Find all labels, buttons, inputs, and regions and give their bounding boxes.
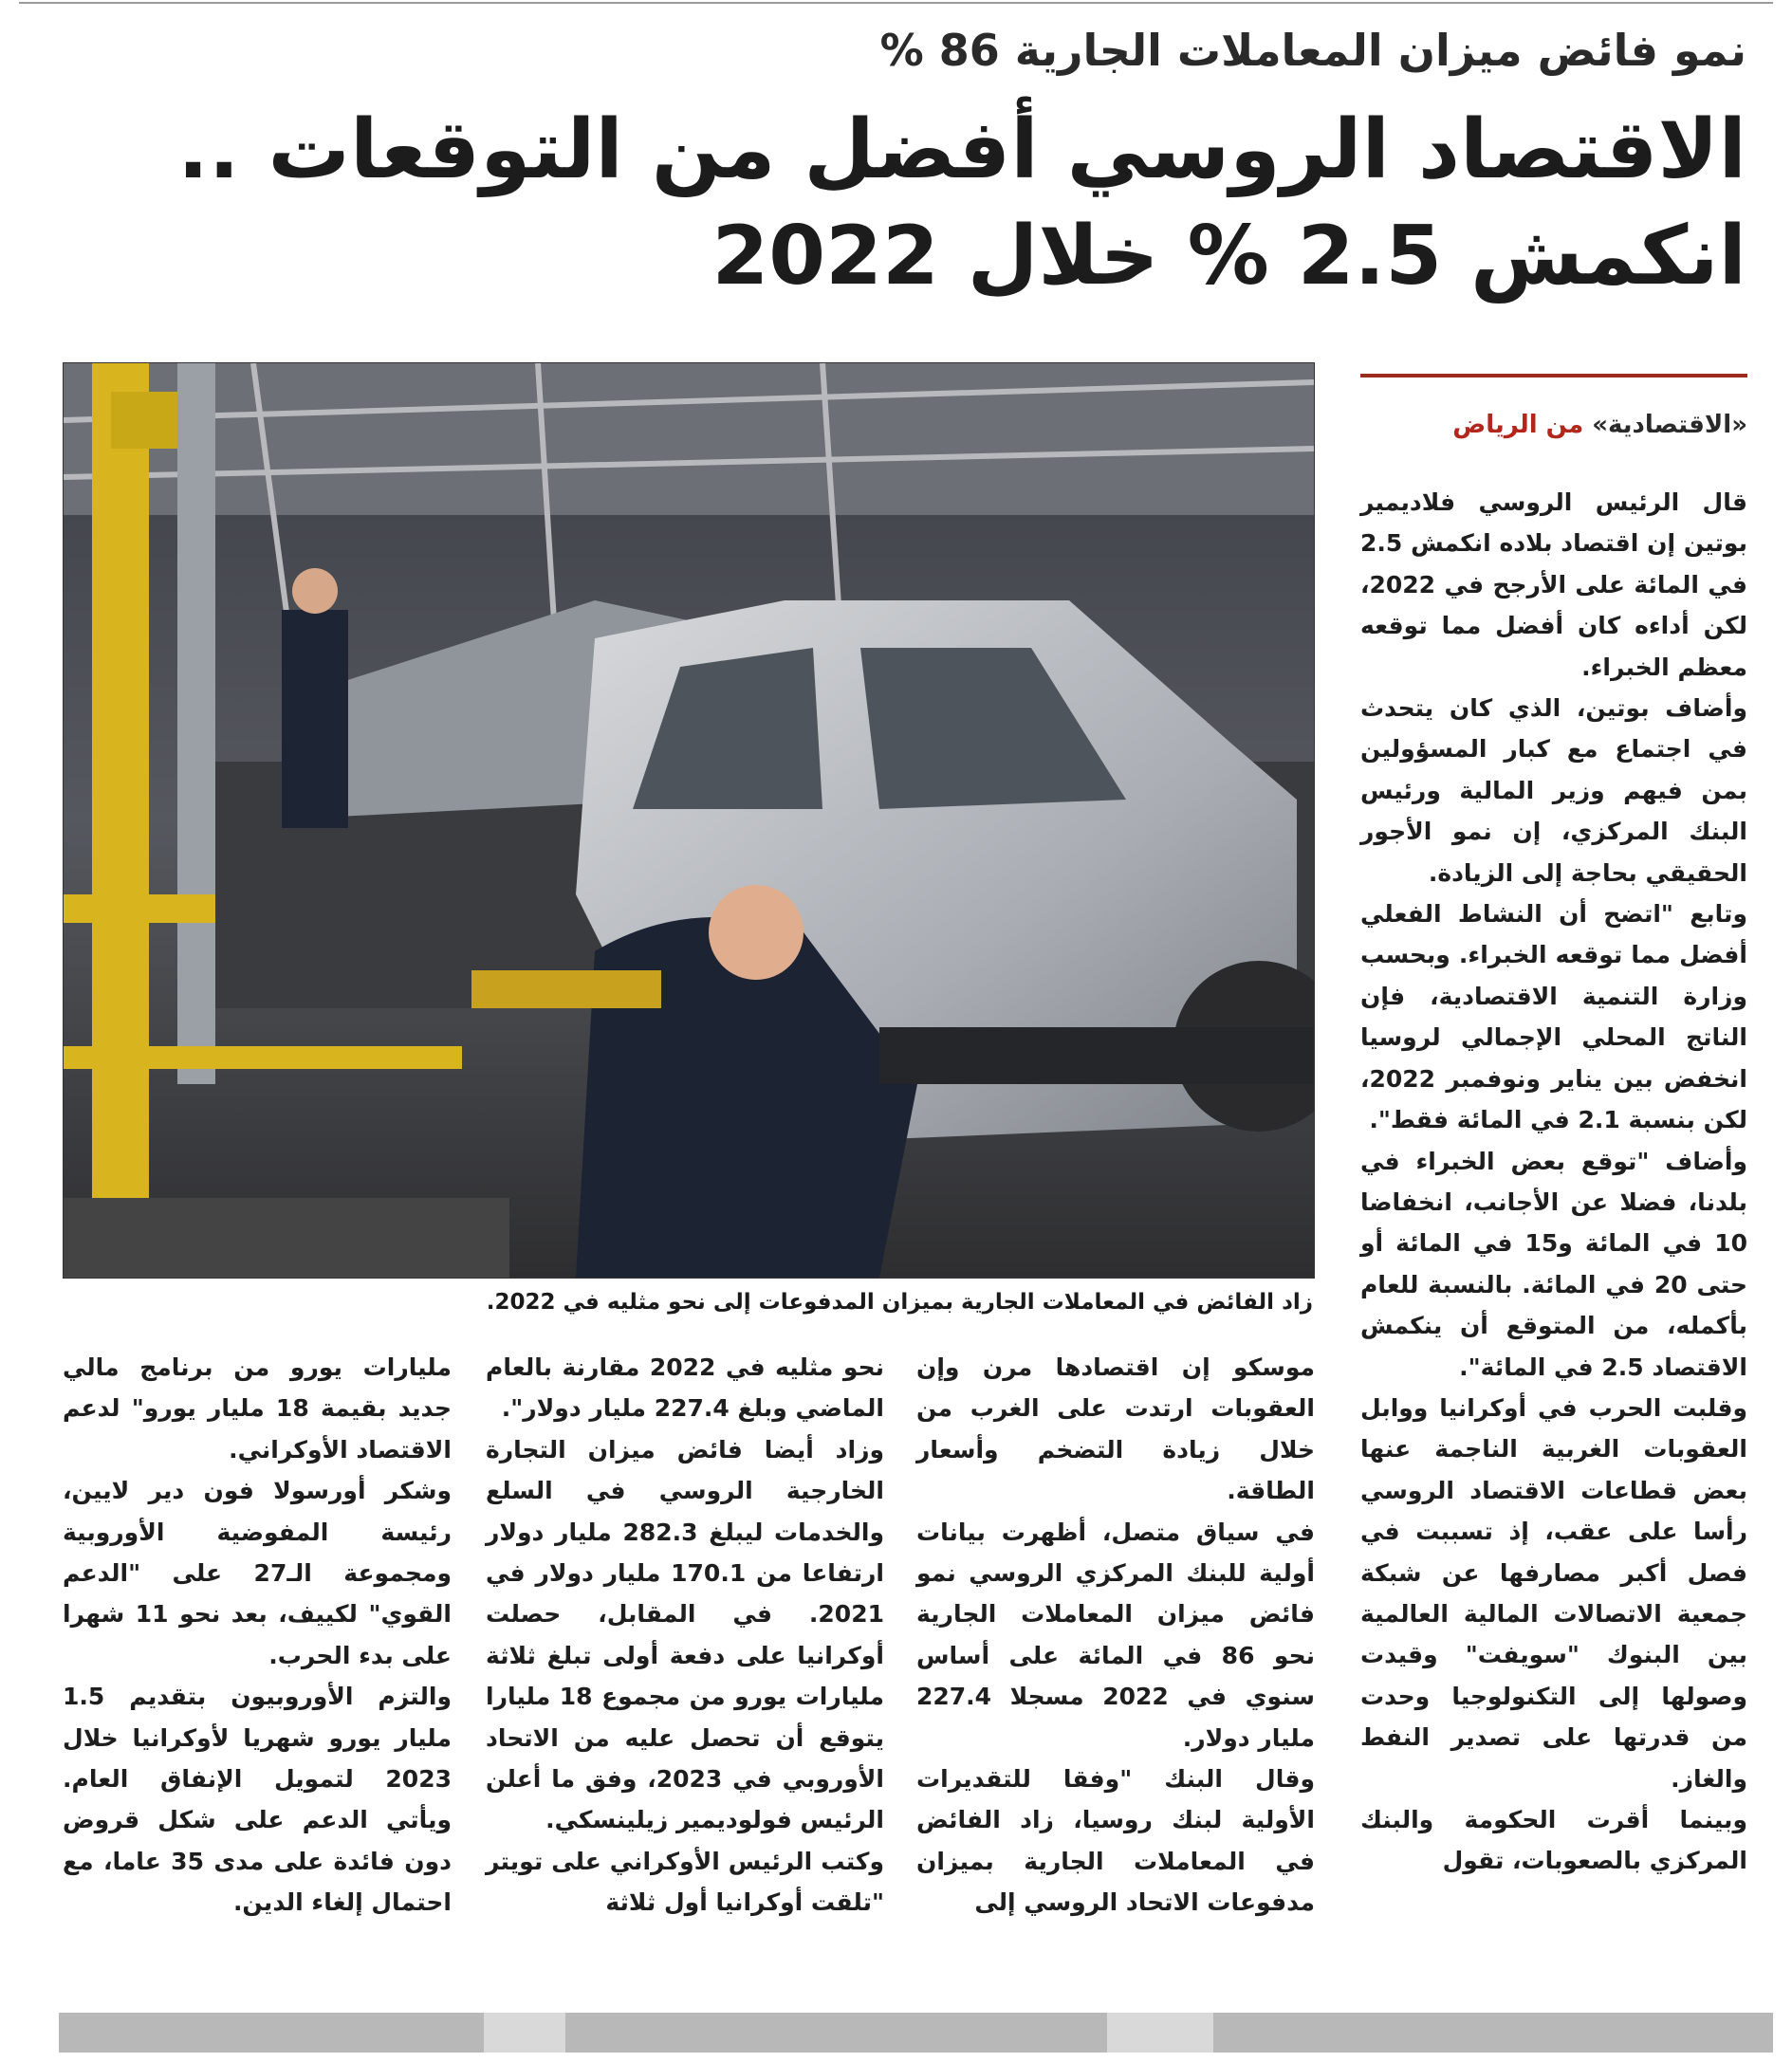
paragraph: والتزم الأوروبيون بتقديم 1.5 مليار يورو شهريا لأوكرانيا خلال 2023 لتمويل الإنفاق العام. ويأتي الدعم على شكل قروض دون فائدة على مدى 35 عاما، مع احتمال إلغاء الدين. [63, 1683, 452, 1917]
paragraph: وقلبت الحرب في أوكرانيا ووابل العقوبات الغربية الناجمة عنها بعض قطاعات الاقتصاد الروسي رأسا على عقب، إذ تسببت في فصل أكبر مصارفها عن شبكة جمعية الاتصالات المالية العالمية بين البنوك "سويفت" وقيدت وصولها إلى التكنولوجيا وحدت من قدرتها على تصدير النفط والغاز. [1360, 1393, 1747, 1793]
paragraph: وزاد أيضا فائض ميزان التجارة الخارجية الروسي في السلع والخدمات ليبلغ 282.3 مليار دولار ارتفاعا من 170.1 مليار دولار في 2021. في المقابل، حصلت أوكرانيا على دفعة أولى تبلغ ثلاثة مليارات يورو من مجموع 18 مليارا يتوقع أن تحصل عليه من الاتحاد الأوروبي في 2023، وفق ما أعلن الرئيس فولوديمير زيلينسكي. [486, 1435, 885, 1834]
paragraph: مليارات يورو من برنامج مالي جديد بقيمة 18 مليار يورو" لدعم الاقتصاد الأوكراني. [63, 1353, 452, 1464]
paragraph: وبينما أقرت الحكومة والبنك المركزي بالصعوبات، تقول [1360, 1806, 1747, 1875]
paragraph: وأضاف "توقع بعض الخبراء في بلدنا، فضلا عن الأجانب، انخفاضا 10 في المائة و15 في المائة أو حتى 20 في المائة. بالنسبة للعام بأكمله، من المتوقع أن ينكمش الاقتصاد 2.5 في المائة". [1360, 1147, 1747, 1381]
paragraph: وكتب الرئيس الأوكراني على تويتر "تلقت أوكرانيا أول ثلاثة [486, 1847, 884, 1917]
paragraph: في سياق متصل، أظهرت بيانات أولية للبنك المركزي الروسي نمو فائض ميزان المعاملات الجارية نحو 86 في المائة على أساس سنوي في 2022 مسجلا 227.4 مليار دولار. [916, 1518, 1316, 1752]
byline-rule [1360, 374, 1747, 377]
article-column-2 [916, 1347, 1315, 1924]
photo-caption: زاد الفائض في المعاملات الجارية بميزان المدفوعات إلى نحو مثليه في 2022. [486, 1290, 1313, 1315]
paragraph: وتابع "اتضح أن النشاط الفعلي أفضل مما توقعه الخبراء. وبحسب وزارة التنمية الاقتصادية، فإن الناتج المحلي الإجمالي لروسيا انخفض بين يناير ونوفمبر 2022، لكن بنسبة 2.1 في المائة فقط". [1360, 900, 1747, 1134]
paragraph: وشكر أورسولا فون دير لايين، رئيسة المفوضية الأوروبية ومجموعة الـ27 على "الدعم القوي" لكييف، بعد نحو 11 شهرا على بدء الحرب. [63, 1477, 453, 1669]
byline [1360, 406, 1747, 444]
byline-city: من الرياض [1452, 411, 1584, 439]
footer-bar [59, 2013, 1773, 2053]
paragraph: نحو مثليه في 2022 مقارنة بالعام الماضي وبلغ 227.4 مليار دولار". [486, 1353, 884, 1423]
headline: الاقتصاد الروسي أفضل من التوقعات .. انكمش 2.5 % خلال 2022 [177, 102, 1746, 304]
car-factory-photo [63, 362, 1315, 1279]
top-rule [19, 2, 1773, 4]
headline-block [39, 21, 1746, 309]
article-column-1 [1360, 482, 1747, 1882]
footer-bar-segment [484, 2013, 565, 2053]
car-factory-photo-icon [64, 363, 1314, 1278]
kicker: نمو فائض ميزان المعاملات الجارية 86 % [879, 25, 1746, 76]
paragraph: قال الرئيس الروسي فلاديمير بوتين إن اقتصاد بلاده انكمش 2.5 في المائة على الأرجح في 2022، لكن أداءه كان أفضل مما توقعه معظم الخبراء. [1360, 488, 1747, 681]
footer-bar-segment [1107, 2013, 1213, 2053]
paragraph: وأضاف بوتين، الذي كان يتحدث في اجتماع مع كبار المسؤولين بمن فيهم وزير المالية ورئيس البنك المركزي، إن نمو الأجور الحقيقي بحاجة إلى الزيادة. [1360, 694, 1747, 887]
paragraph: وقال البنك "وفقا للتقديرات الأولية لبنك روسيا، زاد الفائض في المعاملات الجارية بميزان مدفوعات الاتحاد الروسي إلى [916, 1765, 1315, 1917]
article-column-3 [486, 1347, 884, 1924]
paragraph: موسكو إن اقتصادها مرن وإن العقوبات ارتدت على الغرب من خلال زيادة التضخم وأسعار الطاقة. [916, 1353, 1315, 1505]
article-column-4 [63, 1347, 452, 1924]
byline-source: «الاقتصادية» [1592, 411, 1747, 439]
